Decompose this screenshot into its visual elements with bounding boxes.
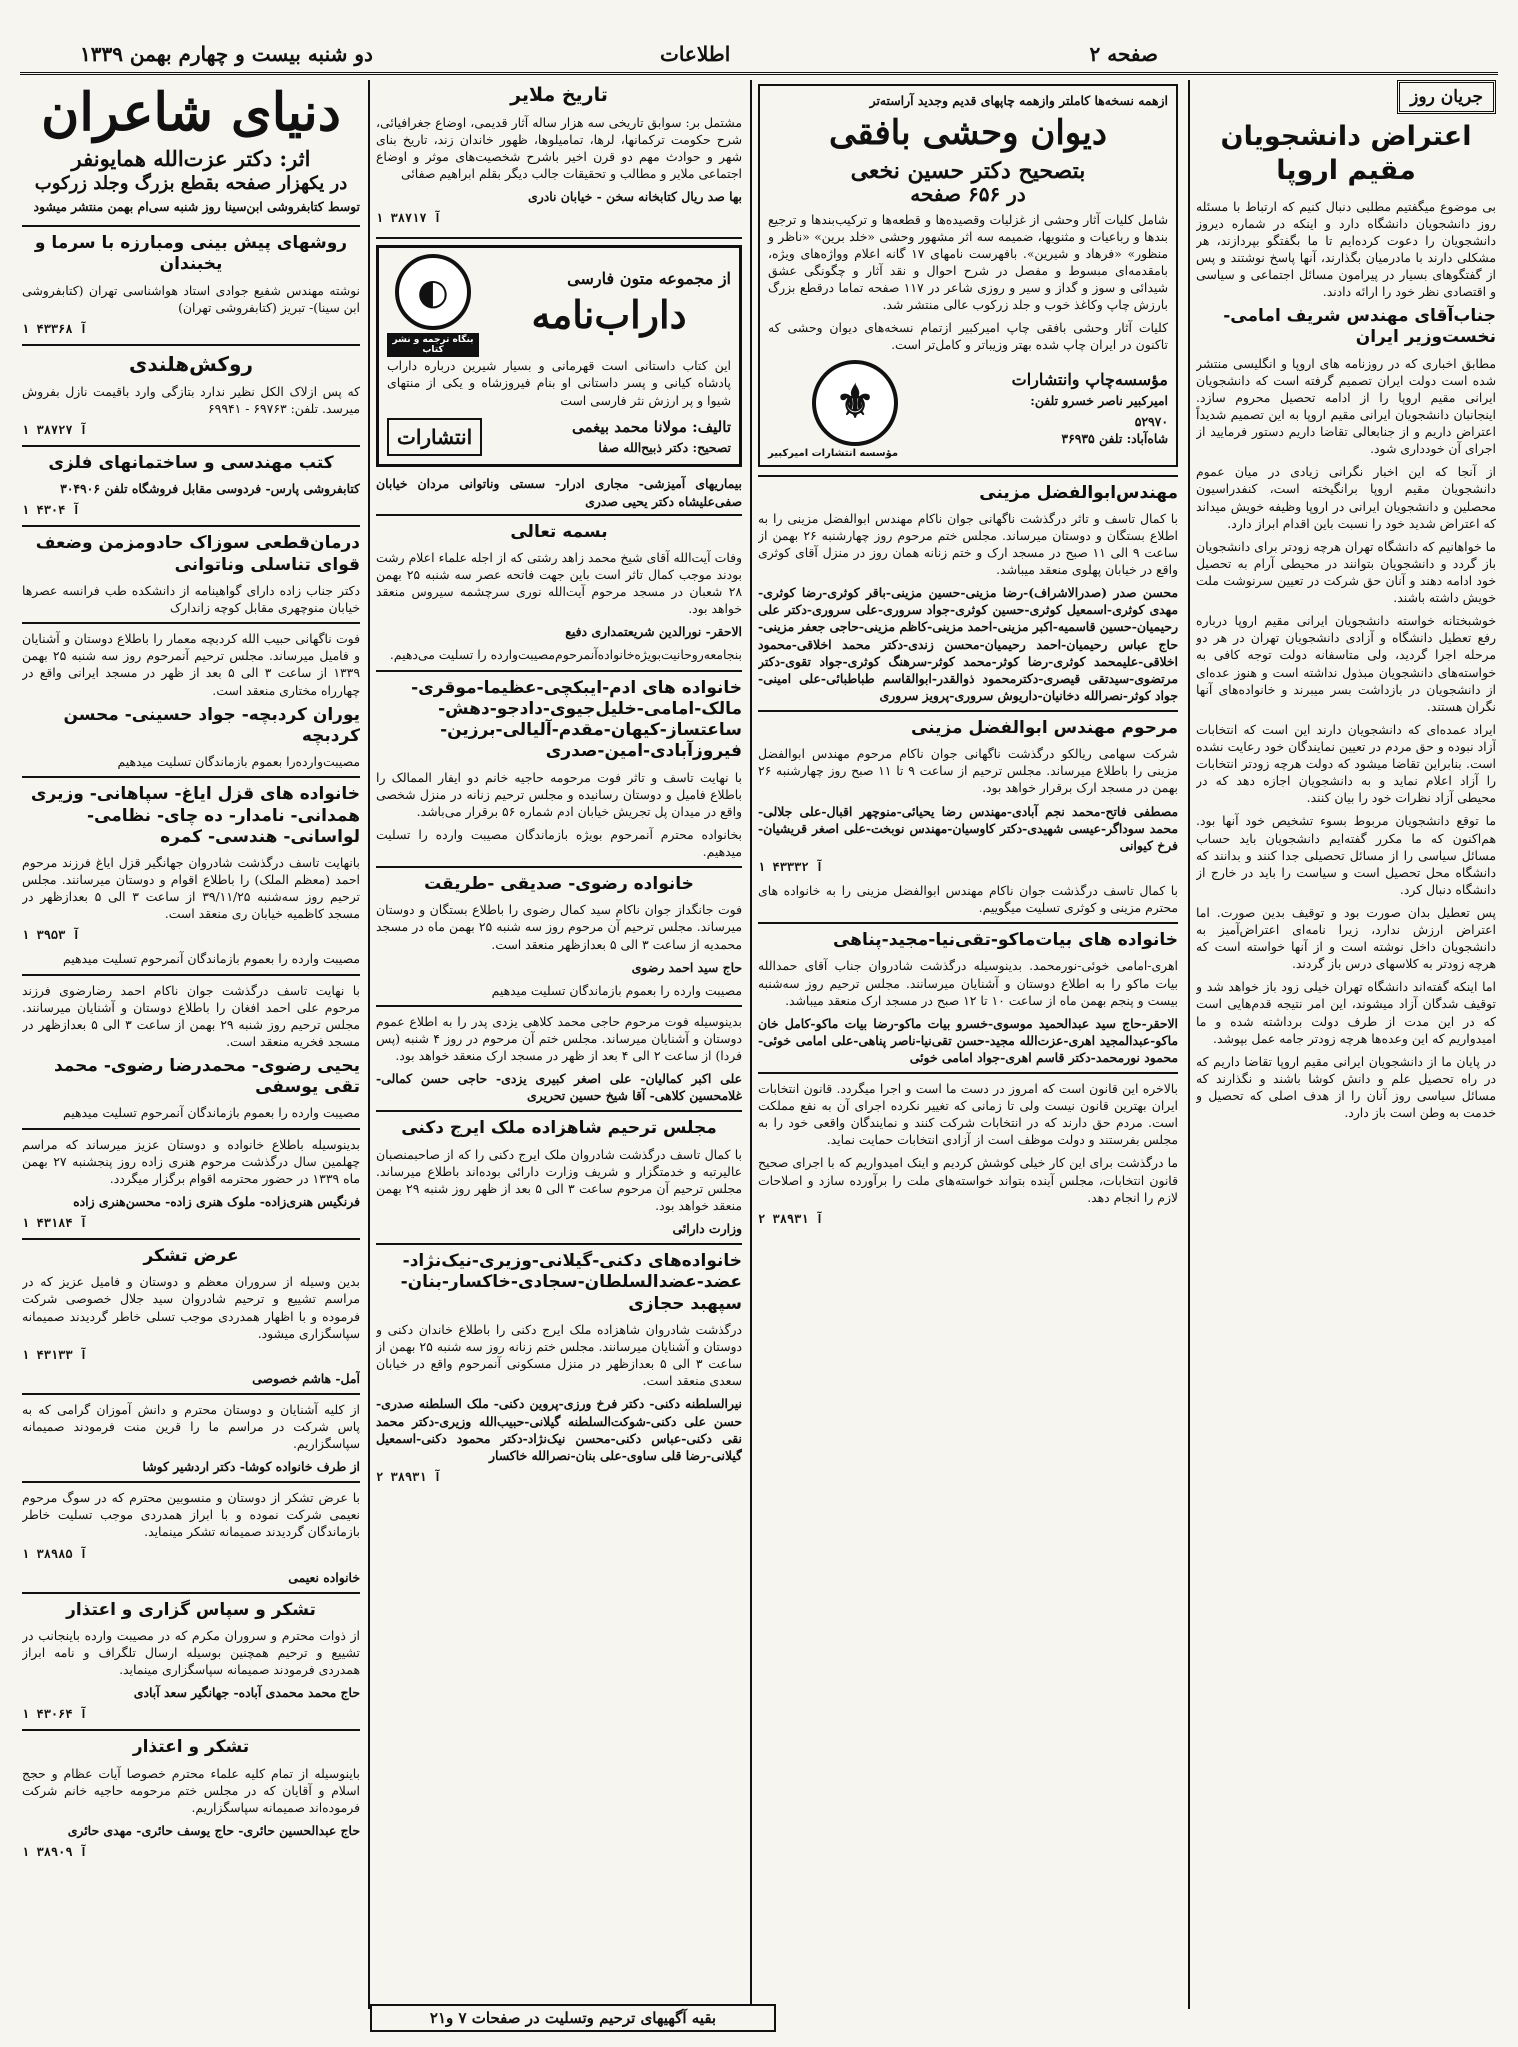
ad-code: آ ۴۳۰۶۴ ۱: [22, 1707, 88, 1722]
separator: [376, 1005, 742, 1007]
ad-text: کتابفروشی پارس- فردوسی مقابل فروشگاه تلفن ۳۰۴۹۰۶: [60, 481, 360, 497]
notice-text: از ذوات محترم و سروران مکرم که در مصیبت وارده باینجانب در تشییع و ترحیم همچنین بوسیله ارسال تلگراف و نامه ابراز همدردی فرمودند صمیمانه سپاسگزاری مینماید.: [22, 1627, 360, 1678]
ad-code: آ ۳۸۹۳۱ ۲: [376, 1469, 442, 1484]
column-divan-ad-and-obituaries: [758, 80, 1178, 2009]
separator: [758, 1072, 1178, 1074]
obituary-heading: مرحوم مهندس ابوالفضل مزینی: [910, 718, 1178, 739]
separator: [758, 710, 1178, 712]
separator: [22, 1729, 360, 1731]
article-paragraph: از آنجا که این اخبار نگرانی زیادی در میان عموم دانشجویان مقیم اروپا برانگیخته است، کنفدراسیون محصلین و دانشجویان ایرانی در اروپا وظیفه خویش میداند که اعتراض شدید خود را نسبت باین اقدام ابراز دارد.: [1196, 464, 1496, 531]
separator: [22, 1481, 360, 1483]
ad-heading: کتب مهندسی و ساختمانهای فلزی: [48, 453, 334, 474]
column-ads-and-notices: [22, 80, 360, 2009]
column-divider: [1188, 80, 1190, 2009]
obituary-signature: وزارت دارائی: [672, 1221, 742, 1237]
ad-book-pages: در ۶۵۶ صفحه: [910, 181, 1026, 206]
ad-book-title: دنیای شاعران: [41, 82, 341, 143]
separator: [22, 1592, 360, 1594]
obituary-heading: خانواده های قزل ایاغ- سپاهانی- وزیری همدانی- نامدار- ده چای- نظامی- لواسانی- هندسی- کمره: [30, 784, 360, 847]
darab-nameh-advertisement: [376, 245, 742, 467]
ad-series-label: از مجموعه متون فارسی: [567, 269, 731, 289]
obituary-heading: یحیی رضوی- محمدرضا رضوی- محمد تقی یوسفی: [53, 1055, 360, 1098]
separator: [758, 922, 1178, 924]
article-paragraph: ما خواهانیم که دانشگاه تهران هرچه زودتر برای دانشجویان باز گردد و دانشجویان بتوانند در محیطی آرام به تحصیل خود ادامه دهند و آنان حق شرکت در تعیین سرنوشت ملت خویش داشته باشند.: [1196, 538, 1496, 606]
article-paragraph: ما درگذشت برای این کار خیلی کوشش کردیم و اینک امیدواریم که با اجرای صحیح قانون انتخابات، مجلس آینده بتواند خواسته‌های ملت را برآورده سازد و اصلاحات لازم را انجام دهد.: [758, 1155, 1178, 1205]
ad-description: شامل کلیات آثار وحشی از غزلیات وقصیده‌ها و قطعه‌ها و ترکیب‌بندها و ترجیع بندها و رباعیات و مثنویها، ضمیمه سه اثر مشهور وحشی «خلد برین» «ناظر و منظور» «فرهاد و شیرین». بافهرست نامهای ۱۷ گانه اعلام وواژه‌های ویژه، بامقدمه‌ای مبسوط و مفصل در شرح احوال و نقد آثار و چگونگی عشق شیدائی و سوز و گداز و سیر و روزی شاعر در ۱۱۷ صفحه تماما درقطع بزرگ بارزش چاپ وکاغذ خوب و جلد زرکوب عالی منتشر شد.: [768, 211, 1169, 313]
obituary-text: با کمال تاسف و تاثر درگذشت ناگهانی جوان ناکام مهندس ابوالفضل مزینی را به اطلاع بستگان و دوستان میرساند. مجلس ختم مرحوم روز چهارشنبه ۲۶ بهمن از ساعت ۹ الی ۱۱ صبح در مسجد ارک و ختم زنانه همان روز در منزل آقای کوثری واقع در خیابان پهلوی منعقد میباشد.: [758, 510, 1178, 578]
obituary-text: با کمال تاسف درگذشت جوان ناکام مهندس ابوالفضل مزینی را به خانواده های محترم مزینی و کوثری تسلیت میگوییم.: [758, 882, 1178, 916]
obituary-heading: خانواده رضوی- صدیقی -طریقت: [424, 874, 694, 895]
obituary-text: با نهایت تاسف و تاثر فوت مرحومه حاجیه خانم دو ایفار الممالک را باطلاع فامیل و دوستان رسانیده و مجلس ترحیم زنانه در منزل شخصی واقع در میدان پل تجریش خیابان ادم شماره ۵۶ برقرار می‌باشد.: [376, 769, 742, 819]
obituary-heading: مهندس‌ابوالفضل مزینی: [979, 482, 1178, 503]
book-description: مشتمل بر: سوابق تاریخی سه هزار ساله آثار قدیمی، اوضاع جغرافیائی، شرح حکومت ترکمانها، لرها، تمامیلوها، ظهور خاندان زند، تاریخ بنای شهر و حوادث مهم دو قرن اخیر باشرح شخصیت‌های موثر و اوضاع اجتماعی ملایر و مطالب و تحقیقات جالب دیگر بقلم ابراهیم صفائی: [376, 114, 742, 182]
ad-code: آ ۴۳۱۸۴ ۱: [22, 1216, 88, 1231]
obituary-heading: خانواده های بیات‌ماکو-تقی‌نیا-مجید-پناهی: [832, 930, 1178, 951]
ad-book-author: اثر: دکتر عزت‌الله همایونفر: [71, 146, 311, 172]
header-date: دو شنبه بیست و چهارم بهمن ۱۳۳۹: [80, 42, 373, 66]
doctor-advertisement: بیماریهای آمیزشی- مجاری ادرار- سستی وناتوانی مردان خیابان صفی‌علیشاه دکتر یحیی صدری: [376, 475, 742, 515]
ad-tagline: ازهمه نسخه‌ها کاملتر وازهمه چاپهای قدیم وجدید آراسته‌تر: [869, 93, 1168, 108]
obituary-note: مصیبت وارده را بعموم بازماندگان آنمرحوم تسلیت میدهیم: [63, 1105, 360, 1121]
ad-code: آ ۴۳۰۴ ۱: [22, 503, 80, 518]
obituary-note: بنجامعه‌روحانیت‌بویژه‌خانواده‌آنمرحوم‌مصیبت‌وارده را تسلیت می‌دهیم.: [389, 647, 742, 663]
notice-heading: تشکر و سپاس گزاری و اعتذار: [66, 1599, 316, 1620]
obituary-text: بدینوسیله فوت مرحوم حاجی محمد کلاهی یزدی پدر را به اطلاع عموم دوستان و آشنایان میرساند. مجلس ختم آن مرحوم در روز ۴ شنبه (پس فردا) از ساعت ۲ الی ۴ بعد از ظهر در مسجد ارک منعقد خواهد بود.: [376, 1013, 742, 1064]
notice-signature: خانواده نعیمی: [288, 1569, 360, 1585]
notice-heading: تشکر و اعتذار: [132, 1737, 250, 1758]
obituary-heading: مجلس ترحیم شاهزاده ملک ایرج دکنی: [401, 1118, 717, 1139]
publisher-address: امیرکبیر ناصر خسرو تلفن:: [1030, 393, 1168, 409]
publisher-logo-icon: ◐: [395, 254, 471, 330]
poets-world-advertisement: [22, 84, 360, 227]
notice-text: باینوسیله از تمام کلیه علماء محترم خصوصا آیات عظام و حجج اسلام و آقایان که در مجلس ختم مرحومه حاجیه خانم شرکت فرموده‌اند صمیمانه سپاسگزاریم.: [22, 1765, 360, 1815]
publisher-logo-caption: مؤسسه انتشارات امیرکبیر: [768, 447, 899, 459]
publisher-branch-phone: شاه‌آباد: تلفن ۳۶۹۳۵: [1061, 431, 1168, 447]
obituary-signature: الاحقر- نورالدین شریعتمداری دفیع: [565, 624, 742, 640]
ad-heading: درمان‌قطعی سوزاک حادومزمن وضعف قوای تناسلی وناتوانی: [35, 533, 360, 575]
ad-book-title: دیوان وحشی بافقی: [829, 113, 1107, 154]
article-paragraph: در پایان ما از دانشجویان ایرانی مقیم اروپا تقاضا داریم که در راه تحصیل علم و دانش کوشا باشند و نگذارند که مسائل سیاسی روز آنان را از هدف اصلی که تحصیل و خدمت به وطن است باز دارد.: [1196, 1053, 1496, 1121]
notice-signature: از طرف خانواده کوشا- دکتر اردشیر کوشا: [142, 1459, 360, 1475]
obituary-heading: خانواده های ادم-ایبکچی-عظیما-موقری-مالک-امامی-خلیل‌جیوی-دادجو-دهش-ساعتساز-کیهان-مقدم-آلیالی-برزین-فیروزآبادی-امین-صدری: [411, 677, 742, 762]
divan-advertisement: [758, 84, 1178, 467]
ad-code: آ ۴۳۳۶۸ ۱: [22, 321, 88, 336]
ad-code: آ ۳۸۷۱۷ ۱: [376, 211, 442, 226]
separator: [22, 974, 360, 976]
separator: [758, 475, 1178, 477]
separator: [22, 1128, 360, 1130]
separator: [22, 1393, 360, 1395]
obituary-text: وفات آیت‌الله آقای شیخ محمد زاهد رشتی که از اجله علماء اعلام رشت بودند موجب کمال تاثر است باین جهت فاتحه عصر سه شنبه ۲۵ بهمن ۲۸ شعبان در مسجد مرحوم آیت‌الله نوری سرچشمه سیروس منعقد خواهد بود.: [376, 549, 742, 617]
obituary-names: علی اکبر کمالیان- علی اصغر کبیری یزدی- حاجی حسن کمالی- غلامحسین کلاهی- آقا شیخ حسین تحریری: [376, 1071, 742, 1104]
ad-code: آ ۳۸۷۲۷ ۱: [22, 423, 88, 438]
separator: [376, 1110, 742, 1112]
article-intro: بی موضوع میگفتیم مطلبی دنبال کنیم که ارتباط با مسئله روز دانشجویان دانشگاه دارد و اینکه در شماره دیروز دانشجویان را دعوت کرده‌ایم تا ما بگفتگو بپردازند، هر مشکلی دارند با مادرمیان بگذارند، آنها پاسخ نوشتند و پس از گفتگوهای بسیار در پیرامون مسائل اجتماعی و سیاسی و اقتصادی نظر خود را ارائه دادند.: [1196, 198, 1496, 300]
header-paper-name: اطلاعات: [660, 42, 731, 66]
obituary-heading: یوران کردبچه- جواد حسینی- محسن کردبچه: [63, 704, 360, 746]
column-current-affairs: [1196, 80, 1496, 2009]
separator: [22, 445, 360, 447]
letter-heading: جناب‌آقای مهندس شریف امامی- نخست‌وزیر ایران: [1223, 306, 1496, 348]
obituary-names: فرنگیس هنری‌زاده- ملوک هنری زاده- محسن‌هنری زاده: [73, 1193, 360, 1209]
ad-book-title: داراب‌نامه: [531, 291, 687, 337]
obituary-heading: خانواده‌های دکنی-گیلانی-وزیری-نیک‌نژاد-عضد-عضدالسلطان-سجادی-خاکسار-بنان-سپهبد حجازی: [400, 1251, 742, 1314]
separator: [376, 1243, 742, 1245]
ad-author: تالیف: مولانا محمد بیغمی: [571, 417, 731, 436]
ad-editor: تصحیح: دکتر ذبیح‌الله صفا: [598, 440, 731, 456]
ad-text: نوشته مهندس شفیع جوادی استاد هواشناسی تهران (کتابفروشی ابن سینا)- تبریز (کتابفروشی تهران): [22, 282, 360, 315]
ad-note: کلیات آثار وحشی بافقی چاپ امیرکبیر ازتمام نسخه‌های دیوان وحشی که تاکنون در ایران چاپ شده بهتر وزیباتر و کامل‌تر است.: [768, 320, 1168, 353]
obituary-text: بانهایت تاسف درگذشت شادروان جهانگیر قزل ایاغ فرزند مرحوم احمد (معظم الملک) را باطلاع اقوام و دوستان میرسانند. مجلس ترحیم روز سه‌شنبه ۳۹/۱۱/۲۵ از ساعت ۳ الی ۵ بعدازظهر در مسجد کاظمیه خیابان ری منعقد است.: [22, 855, 360, 922]
article-paragraph: ایراد عمده‌ای که دانشجویان دارند این است که انتخابات آزاد نبوده و حق مردم در تعیین نمایندگان خود رعایت نشده است. بنابراین تقاضا میشود که دولت هرچه زودتر انتخابات را آزاد اعلام نماید و به دانشجویان اجازه دهد که در محیطی آزاد نظرات خود را بیان کنند.: [1196, 721, 1496, 806]
separator: [22, 776, 360, 778]
ad-heading: روشهای پیش بینی ومبارزه با سرما و یخبندان: [34, 233, 348, 275]
obituary-names: الاحقر-حاج سید عبدالحمید موسوی-خسرو بیات ماکو-رضا بیات ماکو-کامل خان ماکو-عبدالمجید اهری-عزت‌الله مجید-حسن تقی‌نیا-ناصر پناهی-علی امامی خوئی-محمود نورمحمد-دکتر قاسم اهری-جواد امامی خوئی: [758, 1015, 1178, 1065]
article-paragraph: بالاخره این قانون است که امروز در دست ما است و اجرا میگردد. قانون انتخابات ایران بهترین قانون نیست ولی تا زمانی که تغییر نکرده اجرای آن به نفع مملکت است. مردم حق دارند که در انتخابات شرکت کنند و نمایندگان واقعی خود را به مجلس بفرستند و دولت موظف است از آزادی انتخابات حمایت نماید.: [758, 1081, 1178, 1148]
ad-code: آ ۳۹۵۳ ۱: [22, 928, 80, 943]
notice-text: بدین وسیله از سروران معظم و دوستان و فامیل عزیز که در مراسم تشییع و ترحیم شادروان سید جلال خصوصی شرکت فرموده و با اظهار همدردی موجب تسلی خاطر گردیدند صمیمانه سپاسگزاری میشود.: [22, 1274, 360, 1341]
article-paragraph: خوشبختانه خواسته دانشجویان ایرانی مقیم اروپا درباره رفع تعطیل دانشگاه و آزادی دانشجویان تهران در هر دو مرحله اجرا گردید، ولی متاسفانه دولت توجه کافی به خواسته‌های دانشجویان مبذول نداشته است و هنوز عده‌ای از دانشجویان در بازداشت بسر میبرند و خانواده‌های آنها نگران هستند.: [1196, 613, 1496, 714]
separator: [376, 866, 742, 868]
separator: [22, 1238, 360, 1240]
notice-text: با عرض تشکر از دوستان و منسوبین محترم که در سوگ مرحوم نعیمی شرکت نموده و با ابراز همدردی موجب تسلیت خاطر بازماندگان گردیدند صمیمانه تشکر مینماید.: [22, 1490, 360, 1540]
obituary-names: محسن صدر (صدرالاشراف)-رضا مزینی-حسین مزینی-باقر کوثری-رضا کوثری-مهدی کوثری-اسمعیل کوثری-حسین کوثری-جواد سروری-علی سروری-دکتر علی رحیمیان-حسین قاسمیه-اکبر مزینی-احمد مزینی-کاظم مزینی-حاجی جعفر مزینی-حاج عباس رحیمیان-احمد رحیمیان-محسن زندی-دکتر محمد اخلاقی-محمود اخلاقی-علیمحمد کوثری-رضا کوثر-محمد کوثر-سرهنگ کوثری-جواد تقوی-دکتر مرتضوی-سیدتقی قیصری-دکترمحمود ذوالقدر-ابوالقاسم طباطبائی-علی امینی-جواد کوثر-نصرالله دخانیان-داریوش سروری-پرویز سروری: [758, 585, 1178, 703]
separator: [22, 622, 360, 624]
ad-code: آ ۴۳۳۳۲ ۱: [758, 859, 824, 874]
ad-book-distribution: توسط کتابفروشی ابن‌سینا روز شنبه سی‌ام بهمن منتشر میشود: [33, 199, 360, 215]
column-divider: [368, 80, 370, 2009]
obituary-text: شرکت سهامی ریالکو درگذشت ناگهانی جوان ناکام مرحوم مهندس ابوالفضل مزینی را باطلاع میرساند. مجلس ترحیم از ساعت ۹ تا ۱۱ صبح روز چهارشنبه ۲۶ بهمن در مسجد ارک برقرار خواهد بود.: [758, 746, 1178, 796]
notice-signature: حاج محمد محمدی آباده- جهانگیر سعد آبادی: [133, 1685, 360, 1701]
ad-code: آ ۳۸۹۰۹ ۱: [22, 1845, 88, 1860]
obituary-text: درگذشت شادروان شاهزاده ملک ایرج دکنی را باطلاع خاندان دکنی و دوستان و آشنایان میرسانند. مجلس ختم زنانه روز سه شنبه ۲۵ بهمن از ساعت ۳ الی ۵ بعدازظهر در منزل مسکونی آنمرحوم واقع در خیابان سعدی منعقد است.: [376, 1321, 742, 1389]
header-page-number: صفحه ۲: [1089, 42, 1158, 66]
obituary-note: بخانواده محترم آنمرحوم بویژه بازماندگان مصیبت وارده را تسلیت میدهیم.: [376, 826, 742, 859]
separator: [22, 525, 360, 527]
book-price: بها صد ریال کتابخانه سخن - خیابان نادری: [528, 189, 742, 205]
separator: [376, 670, 742, 672]
ad-heading: روکش‌هلندی: [129, 351, 253, 376]
publisher-badge: بنگاه ترجمه و نشر کتاب: [387, 333, 479, 357]
obituary-text: فوت جانگداز جوان ناکام سید کمال رضوی را باطلاع بستگان و دوستان میرساند. مجلس ترحیم آن مرحوم روز سه شنبه ۲۵ بهمن ماه در مسجد محمدیه از ساعت ۳ الی ۵ بعدازظهر منعقد است.: [376, 902, 742, 952]
article-paragraph: پس تعطیل بدان صورت بود و توقیف بدین صورت. اما اعتراض ارزش ندارد، زیرا نامه‌ای اعتراض‌آمیز به دانشجویان داخل نوشته است و از آنها خواسته است که هرچه زودتر به کلاسهای درس باز گردند.: [1196, 904, 1496, 972]
column-malayer-and-obituaries: [376, 80, 742, 2009]
separator: [22, 344, 360, 346]
notice-heading: عرض تشکر: [143, 1246, 239, 1267]
obituary-names: نیرالسلطنه دکنی- دکتر فرخ ورزی-پروین دکنی- ملک السلطنه صدری-حسن علی دکنی-شوکت‌السلطنه گیلانی-حبیب‌الله وزیری-دکتر محمد نقی دکنی-عباس دکنی-محسن نیک‌نژاد-دکتر محمود دکنی-اسمعیل گیلانی-رضا قلی ساوی-علی بنان-نصرالله خاکسار: [376, 1396, 742, 1463]
obituary-note: مصیبت وارده را بعموم بازماندگان تسلیت میدهیم: [491, 982, 742, 998]
ad-text: که پس ازلاک الکل نظیر ندارد بتازگی وارد باقیمت نازل بفروش میرسد. تلفن: ۶۹۷۶۳ - ۶۹۹۴۱: [22, 383, 360, 417]
obituary-text: اهری-امامی خوئی-نورمحمد. بدینوسیله درگذشت شادروان جناب آقای حمدالله بیات ماکو را به اطلاع دوستان و آشنایان میرسانند. مجلس ترحیم روز سه‌شنبه بیست و پنجم بهمن ماه از ساعت ۱۰ تا ۱۲ صبح در مسجد ارک منعقد میباشد.: [758, 958, 1178, 1008]
ad-code: آ ۳۸۹۳۱ ۲: [758, 1211, 824, 1226]
notice-text: از کلیه آشنایان و دوستان محترم و دانش آموزان گرامی که به پاس شرکت در مراسم ما را قرین منت فرمودند صمیمانه سپاسگزاریم.: [22, 1401, 360, 1452]
publisher-brand: انتشارات: [387, 418, 482, 456]
article-paragraph: اما اینکه گفته‌اند دانشگاه تهران خیلی زود باز خواهد شد و توقیف شدگان آزاد میشوند، این امر نتیجه قدم‌هایی است که در این مدت از طرف دولت برداشته شده و ما امیدواریم که این وعده‌ها هرچه زودتر جامه عمل بپوشد.: [1196, 979, 1496, 1046]
publisher-name: مؤسسه‌چاپ وانتشارات: [1011, 369, 1168, 389]
article-paragraph: ما توقع دانشجویان مربوط بسوء تشخیص خود آنها بود. هم‌اکنون که ما مکرر گفته‌ایم دانشجویان باید حساب مسائل سیاسی را از مسائل تحصیلی جدا کنند و بدانند که دانشگاه محل تحصیل است و سیاست را باید در خارج از دانشگاه دنبال کرد.: [1196, 813, 1496, 897]
ad-book-editor: بتصحیح دکتر حسین نخعی: [850, 157, 1086, 184]
obituary-text: با کمال تاسف درگذشت شادروان ملک ایرج دکنی را که از صاحبمنصبان عالیرتبه و خدمتگزار و شریف وزارت دارائی بوده‌اند باطلاع میرساند. مجلس ترحیم آن مرحوم ساعت ۳ الی ۵ بعد از ظهر روز شنبه ۲۹ بهمن منعقد خواهد بود.: [376, 1146, 742, 1214]
obituary-note: مصیبت‌وارده‌را بعموم بازماندگان تسلیت میدهیم: [117, 754, 360, 770]
book-title: تاریخ ملایر: [510, 84, 608, 106]
malayer-book-ad: [376, 84, 742, 239]
footer-continuation-note: بقیه آگهیهای ترحیم وتسلیت در صفحات ۷ و۲۱: [370, 2004, 776, 2032]
obituary-text: فوت ناگهانی حبیب الله کردبچه معمار را باطلاع دوستان و آشنایان و فامیل میرساند. مجلس ترحیم آنمرحوم روز سه شنبه ۲۵ بهمن ۱۳۳۹ از ساعت ۳ الی ۵ بعد از ظهر در مسجد ایرانی واقع در چهارراه مختاری منعقد است.: [22, 631, 360, 698]
ad-description: این کتاب داستانی است قهرمانی و بسیار شیرین درباره داراب پادشاه کیانی و پسر داستانی او بنام فیروزشاه و یکی از منتهای شیوا و پر ارزش نثر فارسی است: [387, 358, 731, 408]
ad-code: آ ۳۸۹۸۵ ۱: [22, 1546, 88, 1561]
column-divider: [750, 80, 752, 2009]
article-paragraph: مطابق اخباری که در روزنامه های اروپا و انگلیسی منتشر شده است دولت ایران تصمیم گرفته است که دانشجویان ایرانی مقیم اروپا را از ادامه تحصیل محروم سازد. اینجانبان دانشجویان ایرانی مقیم اروپا به این تصمیم شدیداً اعتراض داریم و از جنابعالی تقاضا داریم دستور فرمایید از اجرای آن خودداری شود.: [1196, 355, 1496, 457]
ad-code: آ ۴۳۱۳۳ ۱: [22, 1347, 88, 1362]
article-title: اعتراض دانشجویان مقیم اروپا: [1220, 121, 1472, 186]
notice-signature: حاج عبدالحسین حائری- حاج یوسف حائری- مهدی حائری: [67, 1822, 360, 1838]
publisher-phone: ۵۲۹۷۰: [1134, 414, 1168, 430]
obituary-text: بدینوسیله باطلاع خانواده و دوستان عزیز میرساند که مراسم چهلمین سال درگذشت مرحوم هنری زاده روز پنجشنبه ۲۷ بهمن ماه ۱۳۳۹ در حضور محترمه اقوام برگزار میگردد.: [22, 1136, 360, 1186]
obituary-text: با نهایت تاسف درگذشت جوان ناکام احمد رضارضوی فرزند مرحوم علی احمد افغان را باطلاع دوستان و آشنایان میرسانند. مجلس ترحیم روز شنبه ۲۹ بهمن از ساعت ۳ الی ۵ بعدازظهر در مسجد فخریه منعقد است.: [22, 982, 360, 1049]
obituary-note: مصیبت وارده را بعموم بازماندگان آنمرحوم تسلیت میدهیم: [63, 951, 360, 967]
obituary-signature: حاج سید احمد رضوی: [631, 959, 742, 975]
obituary-heading: بسمه تعالی: [510, 521, 608, 542]
obituary-names: مصطفی فاتح-محمد نجم آبادی-مهندس رضا یحیائی-منوچهر اقبال-علی جلالی-محمد سوداگر-عیسی شهیدی-دکتر کاوسیان-مهندس نوبخت-علی اصغر قریشیان-فرخ کیوانی: [758, 803, 1178, 853]
section-badge: جریان روز: [1397, 80, 1496, 114]
publisher-logo-icon: ⚜: [812, 360, 898, 446]
notice-signature: آمل- هاشم خصوصی: [252, 1370, 360, 1386]
ad-text: دکتر جناب زاده دارای گواهینامه از دانشکده طب فرانسه عصرها خیابان منوچهری مقابل کوچه زاندارک: [22, 582, 360, 616]
ad-book-format: در یکهزار صفحه بقطع بزرگ وجلد زرکوب: [34, 173, 348, 195]
page-header: [20, 38, 1498, 75]
